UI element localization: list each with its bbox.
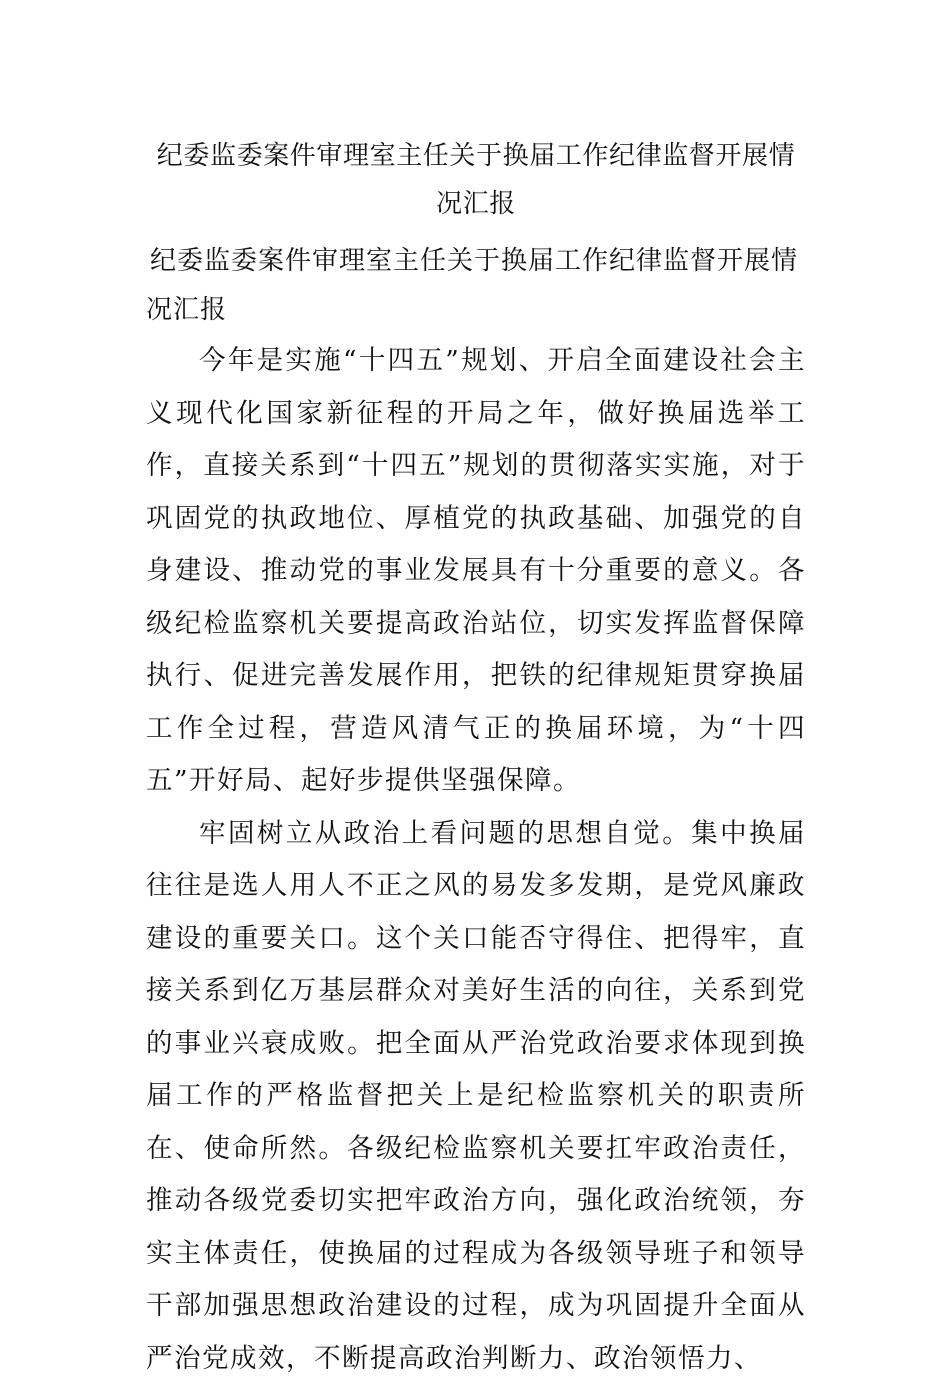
document-title: 纪委监委案件审理室主任关于换届工作纪律监督开展情况汇报 xyxy=(146,132,806,228)
body-paragraph: 牢固树立从政治上看问题的思想自觉。集中换届往往是选人用人不正之风的易发多发期，是党风廉政建设的重要关口。这个关口能否守得住、把得牢，直接关系到亿万基层群众对美好生活的向往，关系到党的事业兴衰成败。把全面从严治党政治要求体现到换届工作的严格监督把关上是纪检监察机关的职责所在、使命所然。各级纪检监察机关要扛牢政治责任，推动各级党委切实把牢政治方向，强化政治统领，夯实主体责任，使换届的过程成为各级领导班子和领导干部加强思想政治建设的过程，成为巩固提升全面从严治党成效，不断提高政治判断力、政治领悟力、 xyxy=(146,808,806,1385)
document-subtitle: 纪委监委案件审理室主任关于换届工作纪律监督开展情况汇报 xyxy=(146,237,806,335)
document-body xyxy=(146,237,806,1385)
body-paragraph: 今年是实施“十四五”规划、开启全面建设社会主义现代化国家新征程的开局之年，做好换届选举工作，直接关系到“十四五”规划的贯彻落实实施，对于巩固党的执政地位、厚植党的执政基础、加强党的自身建设、推动党的事业发展具有十分重要的意义。各级纪检监察机关要提高政治站位，切实发挥监督保障执行、促进完善发展作用，把铁的纪律规矩贯穿换届工作全过程，营造风清气正的换届环境，为“十四五”开好局、起好步提供坚强保障。 xyxy=(146,335,806,808)
